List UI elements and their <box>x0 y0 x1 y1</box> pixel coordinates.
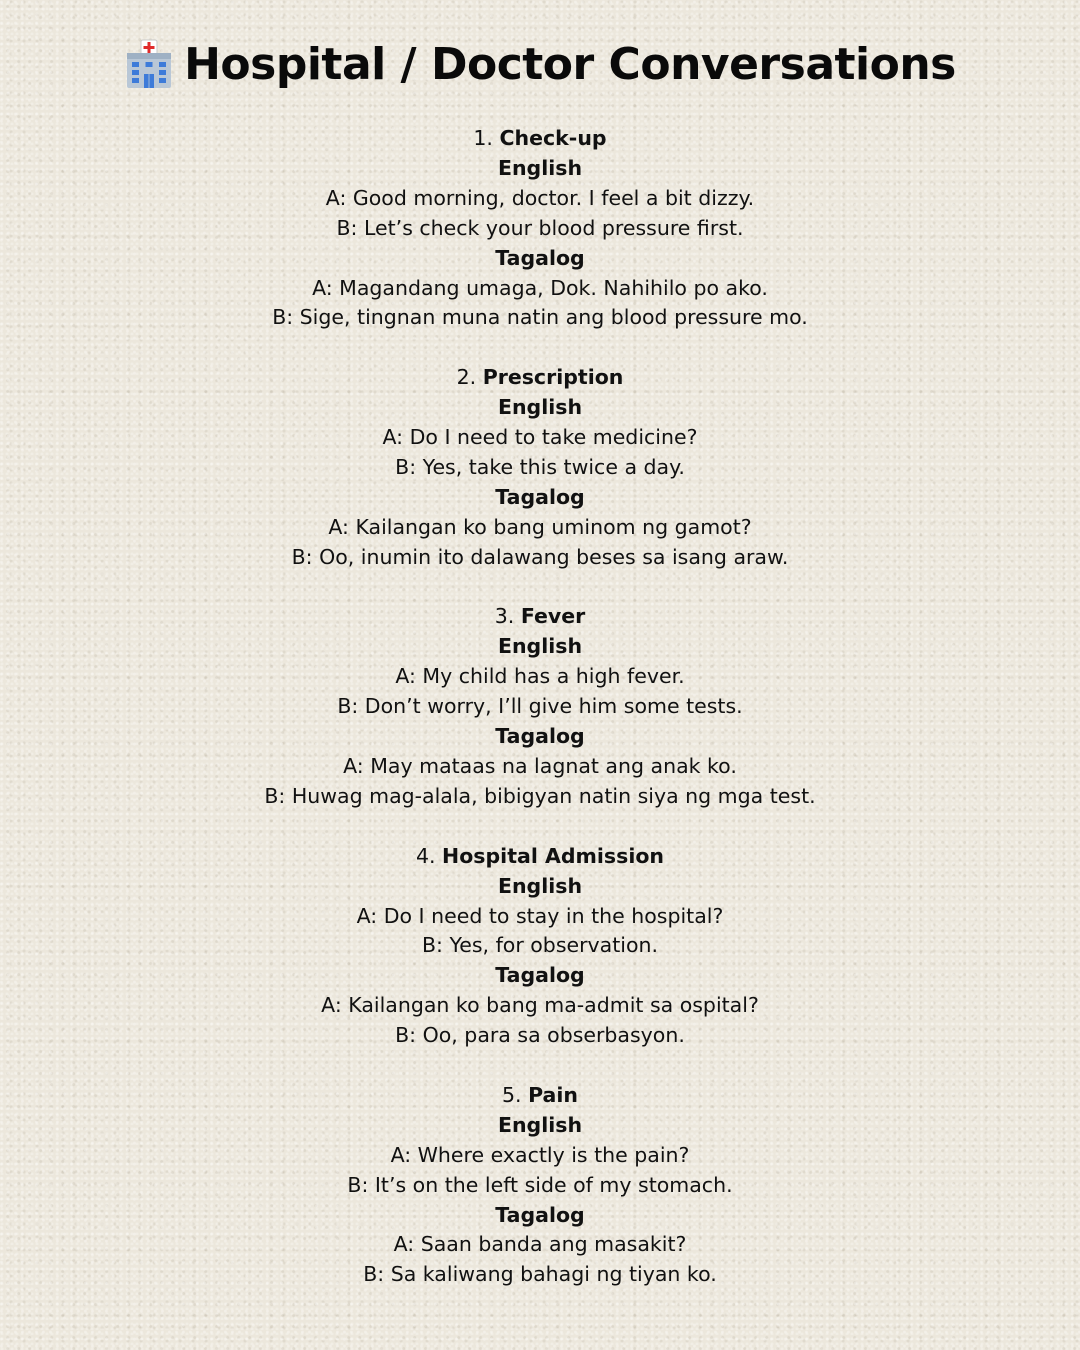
section-title: Hospital Admission <box>442 843 665 868</box>
english-line-a: A: Do I need to take medicine? <box>382 425 698 450</box>
tagalog-label: Tagalog <box>495 724 585 749</box>
tagalog-line-b: B: Sige, tingnan muna natin ang blood pressure mo. <box>272 305 808 330</box>
section-check-up <box>0 124 1080 333</box>
section-number: 1. <box>473 126 493 150</box>
english-line-b: B: Let’s check your blood pressure first. <box>336 215 744 240</box>
tagalog-line-a: A: May mataas na lagnat ang anak ko. <box>343 754 737 778</box>
english-line-a: A: Good morning, doctor. I feel a bit dizzy. <box>325 185 755 210</box>
tagalog-label: Tagalog <box>495 484 585 509</box>
section-heading <box>0 602 1080 632</box>
tagalog-label: Tagalog <box>495 963 585 988</box>
english-line-b: B: It’s on the left side of my stomach. <box>347 1172 733 1197</box>
english-label: English <box>497 155 583 180</box>
section-number: 5. <box>501 1082 522 1107</box>
section-title: Pain <box>528 1082 579 1107</box>
section-pain <box>0 1081 1080 1290</box>
tagalog-line-b: B: Sa kaliwang bahagi ng tiyan ko. <box>363 1262 717 1287</box>
tagalog-line-b: B: Oo, inumin ito dalawang beses sa isang araw. <box>291 544 789 569</box>
section-number: 3. <box>494 604 515 629</box>
english-label: English <box>497 395 583 420</box>
title-row <box>0 38 1080 90</box>
tagalog-line-a: A: Magandang umaga, Dok. Nahihilo po ako. <box>312 275 768 300</box>
section-number: 2. <box>456 365 477 390</box>
english-line-b: B: Yes, take this twice a day. <box>395 454 685 479</box>
section-title: Fever <box>520 604 586 629</box>
tagalog-line-a: A: Saan banda ang masakit? <box>393 1232 687 1257</box>
english-label: English <box>497 873 583 898</box>
tagalog-line-b: B: Oo, para sa obserbasyon. <box>395 1023 685 1048</box>
tagalog-line-a: A: Kailangan ko bang uminom ng gamot? <box>328 514 752 539</box>
english-line-b: B: Yes, for observation. <box>421 933 659 958</box>
section-hospital-admission <box>0 842 1080 1051</box>
section-fever <box>0 602 1080 811</box>
section-heading <box>0 1081 1080 1111</box>
section-heading <box>0 124 1080 154</box>
english-label: English <box>497 1112 583 1137</box>
english-line-a: A: Do I need to stay in the hospital? <box>356 903 724 928</box>
section-prescription <box>0 363 1080 572</box>
section-title: Prescription <box>482 365 624 390</box>
tagalog-line-b: B: Huwag mag-alala, bibigyan natin siya ng mga test. <box>264 783 816 808</box>
tagalog-line-a: A: Kailangan ko bang ma-admit sa ospital? <box>321 993 759 1018</box>
english-line-a: A: Where exactly is the pain? <box>390 1142 690 1167</box>
section-number: 4. <box>415 843 436 868</box>
section-heading <box>0 842 1080 872</box>
english-line-a: A: My child has a high fever. <box>395 664 685 689</box>
english-label: English <box>497 634 583 659</box>
page-title: Hospital / Doctor Conversations <box>184 38 956 90</box>
section-title: Check-up <box>499 126 607 150</box>
section-heading <box>0 363 1080 393</box>
english-line-b: B: Don’t worry, I’ll give him some tests. <box>337 694 743 719</box>
conversation-list <box>0 124 1080 1320</box>
tagalog-label: Tagalog <box>495 1202 585 1227</box>
tagalog-label: Tagalog <box>495 245 585 270</box>
hospital-icon <box>124 38 174 90</box>
